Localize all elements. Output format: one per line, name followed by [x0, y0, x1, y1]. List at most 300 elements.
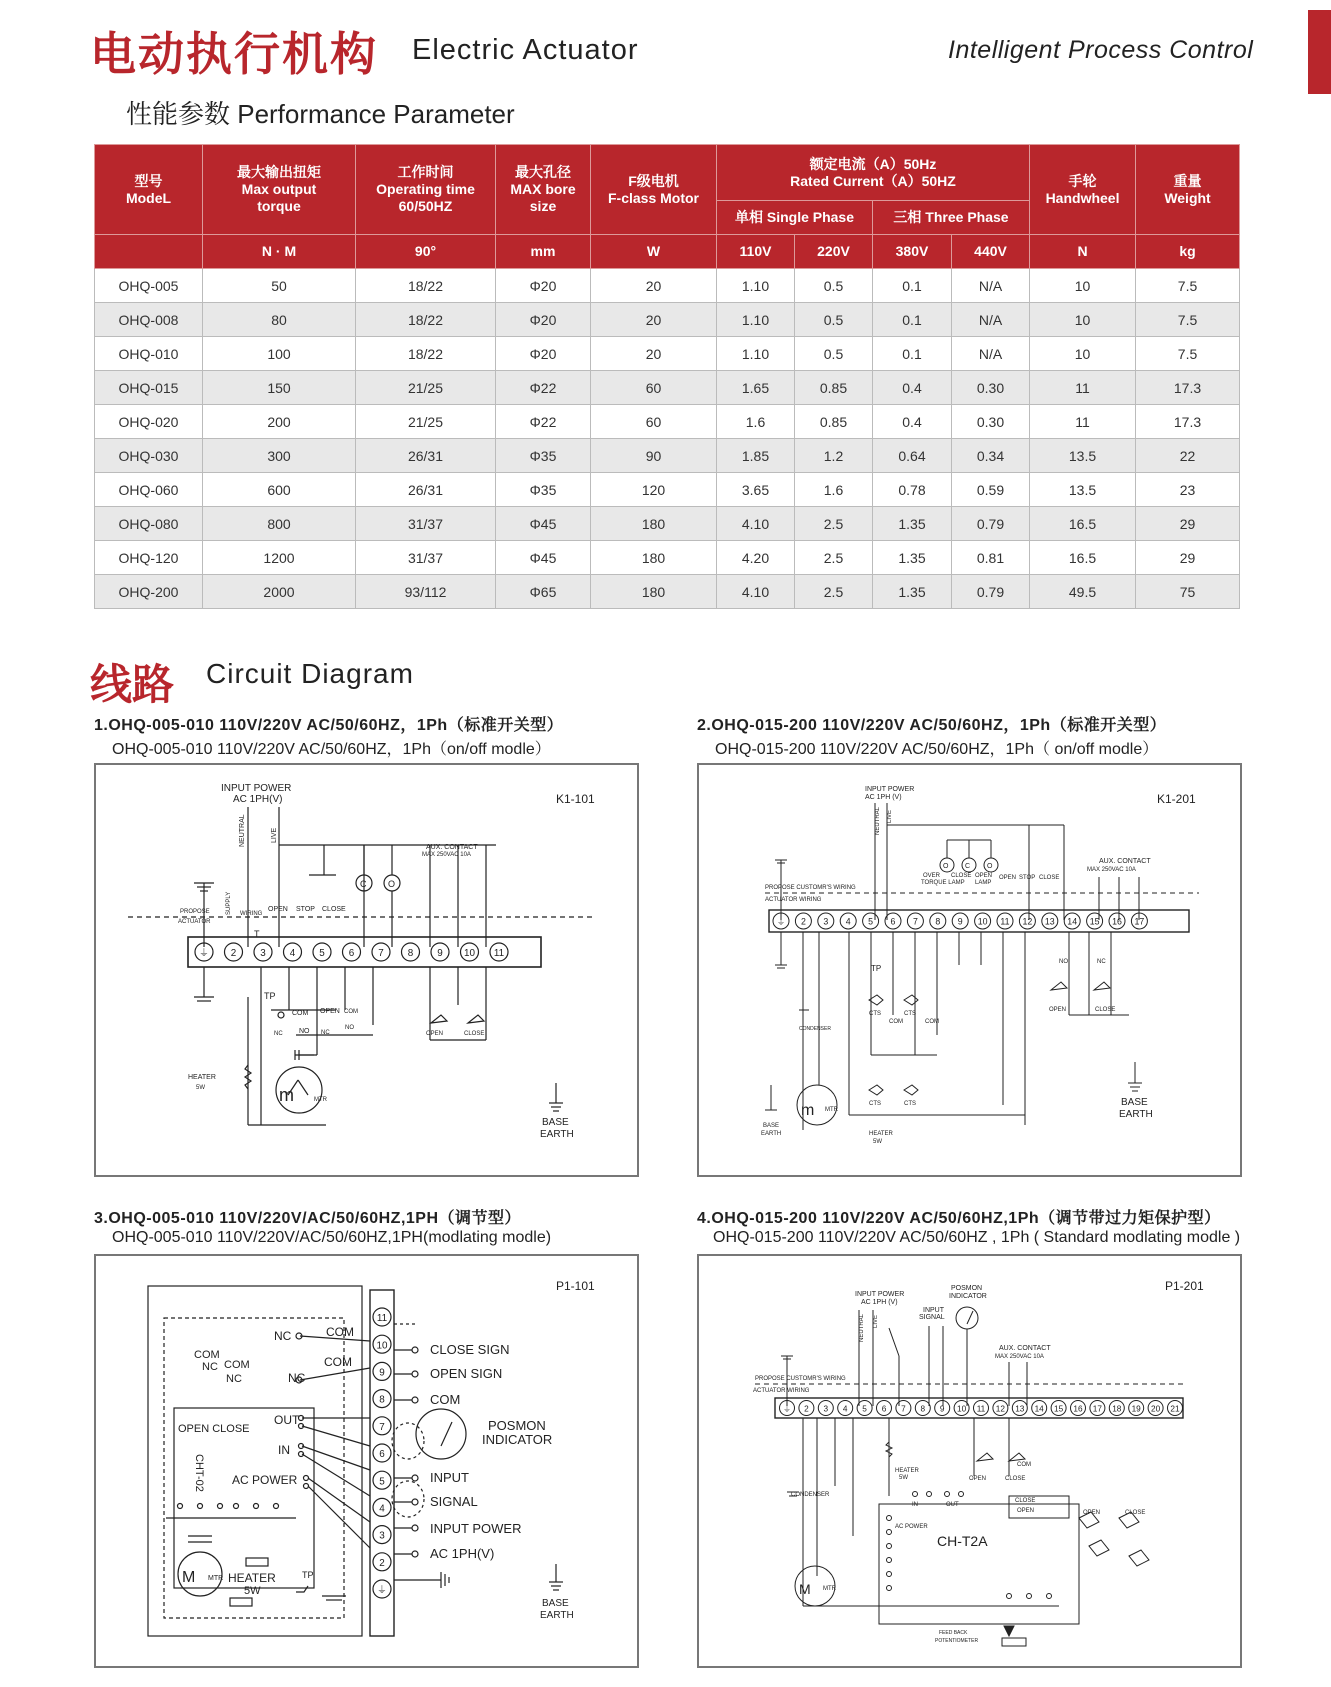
svg-text:5W: 5W	[244, 1585, 261, 1597]
diagram-1-box	[94, 763, 639, 1177]
svg-text:SUPPLY: SUPPLY	[226, 891, 232, 915]
table-cell: 60	[591, 405, 717, 439]
unit-cell: 380V	[873, 235, 952, 269]
svg-text:CLOSE: CLOSE	[322, 906, 346, 913]
terminal-number: 11	[376, 1313, 388, 1325]
svg-text:C: C	[360, 879, 367, 889]
table-cell: 31/37	[356, 541, 496, 575]
terminal-number: 7	[901, 1404, 906, 1414]
diagram-3-box	[94, 1254, 639, 1668]
terminal-number: 13	[1015, 1404, 1025, 1414]
svg-text:CTS: CTS	[869, 1101, 881, 1107]
svg-text:CTS: CTS	[904, 1011, 916, 1017]
svg-text:O: O	[987, 863, 993, 870]
terminal-number: 15	[1089, 916, 1100, 927]
table-cell: 150	[203, 371, 356, 405]
table-cell: Φ35	[496, 439, 591, 473]
terminal-number: 17	[1092, 1404, 1102, 1414]
table-cell: 50	[203, 269, 356, 303]
terminal-number: 5	[862, 1404, 867, 1414]
table-row	[95, 405, 1240, 439]
svg-text:NC: NC	[321, 1030, 330, 1036]
svg-text:OPEN: OPEN	[1083, 1510, 1101, 1516]
svg-text:LIVE: LIVE	[873, 1314, 879, 1328]
diagram-4-caption: 4.OHQ-015-200 110V/220V AC/50/60HZ,1Ph（调节带过力矩保护型）	[697, 1210, 1221, 1227]
terminal-number: 10	[977, 916, 988, 927]
diagram-4-subcaption: OHQ-015-200 110V/220V AC/50/60HZ , 1Ph ( Standard modlating modle )	[713, 1229, 1241, 1246]
svg-text:NC: NC	[202, 1361, 218, 1373]
terminal-number: 3	[260, 948, 266, 960]
svg-text:AC 1PH(V): AC 1PH(V)	[233, 794, 283, 805]
terminal-number: 21	[1170, 1404, 1180, 1414]
table-cell: 23	[1136, 473, 1240, 507]
table-cell: 0.5	[795, 269, 873, 303]
table-cell: 0.85	[795, 405, 873, 439]
diagram-1-subcaption: OHQ-005-010 110V/220V AC/50/60HZ，1Ph（on/off modle）	[112, 741, 551, 758]
unit-cell: N · M	[203, 235, 356, 269]
svg-text:INPUT: INPUT	[430, 1470, 469, 1485]
table-cell: 1.2	[795, 439, 873, 473]
table-cell: 180	[591, 507, 717, 541]
terminal-number: 14	[1034, 1404, 1044, 1414]
table-cell: 100	[203, 337, 356, 371]
svg-text:COM: COM	[292, 1010, 309, 1017]
table-cell: 0.4	[873, 405, 952, 439]
table-cell: 0.30	[952, 371, 1030, 405]
table-cell: 26/31	[356, 439, 496, 473]
svg-text:COM: COM	[224, 1359, 250, 1371]
table-cell: OHQ-060	[95, 473, 203, 507]
table-cell: 7.5	[1136, 269, 1240, 303]
table-cell: 1.35	[873, 575, 952, 609]
terminal-number: 7	[378, 948, 384, 960]
performance-table	[94, 144, 1240, 609]
table-cell: 1.35	[873, 541, 952, 575]
svg-text:HEATER: HEATER	[188, 1074, 216, 1081]
table-cell: Φ20	[496, 269, 591, 303]
table-cell: 0.30	[952, 405, 1030, 439]
table-cell: 11	[1030, 371, 1136, 405]
svg-text:NO: NO	[1059, 959, 1068, 965]
table-row	[95, 541, 1240, 575]
table-cell: 29	[1136, 507, 1240, 541]
terminal-number: 16	[1073, 1404, 1083, 1414]
table-cell: 120	[591, 473, 717, 507]
svg-text:ACTUATOR WIRING: ACTUATOR WIRING	[753, 1388, 810, 1394]
svg-text:5W: 5W	[873, 1139, 882, 1145]
svg-text:CONDENSER: CONDENSER	[791, 1492, 830, 1498]
svg-text:MTR: MTR	[823, 1586, 836, 1592]
unit-cell: kg	[1136, 235, 1240, 269]
svg-text:LAMP: LAMP	[975, 880, 992, 886]
terminal-number: 10	[957, 1404, 967, 1414]
svg-text:COM: COM	[925, 1019, 939, 1025]
table-cell: 18/22	[356, 337, 496, 371]
svg-text:NO: NO	[299, 1028, 310, 1035]
unit-cell: N	[1030, 235, 1136, 269]
svg-text:OVER: OVER	[923, 873, 941, 879]
svg-text:WIRING: WIRING	[240, 911, 263, 917]
terminal-number: 10	[464, 948, 475, 960]
svg-text:PROPOSE CUSTOMR'S WIRING: PROPOSE CUSTOMR'S WIRING	[765, 885, 856, 891]
diagram-3-caption: 3.OHQ-005-010 110V/220V/AC/50/60HZ,1PH（调节型）	[94, 1210, 522, 1227]
svg-text:BASE: BASE	[1121, 1097, 1148, 1108]
svg-text:CLOSE SIGN: CLOSE SIGN	[430, 1342, 510, 1357]
table-cell: 20	[591, 337, 717, 371]
terminal-number: ⏚	[776, 916, 786, 927]
table-cell: 0.81	[952, 541, 1030, 575]
table-cell: 1.6	[717, 405, 795, 439]
th-motor: F级电机 F-class Motor	[591, 145, 717, 235]
terminal-number: 7	[912, 916, 918, 927]
svg-text:EARTH: EARTH	[1119, 1109, 1153, 1120]
unit-cell: W	[591, 235, 717, 269]
svg-text:BASE: BASE	[542, 1117, 569, 1128]
table-cell: Φ65	[496, 575, 591, 609]
svg-text:NO: NO	[345, 1025, 354, 1031]
terminal-number: 6	[348, 948, 355, 960]
table-row	[95, 337, 1240, 371]
section-performance-title: 性能参数 Performance Parameter	[126, 99, 515, 129]
table-cell: 0.85	[795, 371, 873, 405]
terminal-number: 6	[890, 916, 896, 927]
table-cell: OHQ-008	[95, 303, 203, 337]
svg-text:IN: IN	[912, 1502, 918, 1508]
table-cell: 4.10	[717, 575, 795, 609]
svg-text:BASE: BASE	[542, 1598, 569, 1609]
svg-text:MTR: MTR	[314, 1097, 327, 1103]
table-cell: 1.10	[717, 269, 795, 303]
svg-text:TP: TP	[264, 991, 276, 1001]
terminal-number: 7	[379, 1421, 385, 1433]
diagram-1-caption: 1.OHQ-005-010 110V/220V AC/50/60HZ，1Ph（标准开关型）	[94, 717, 564, 734]
svg-text:OPEN: OPEN	[969, 1476, 987, 1482]
table-cell: 0.59	[952, 473, 1030, 507]
table-row	[95, 439, 1240, 473]
svg-text:5W: 5W	[196, 1085, 205, 1091]
svg-text:OPEN: OPEN	[320, 1008, 340, 1015]
table-cell: Φ20	[496, 337, 591, 371]
svg-text:O: O	[943, 863, 949, 870]
table-cell: 22	[1136, 439, 1240, 473]
table-cell: 2.5	[795, 507, 873, 541]
table-cell: 180	[591, 541, 717, 575]
svg-text:MAX 250VAC 10A: MAX 250VAC 10A	[422, 852, 471, 858]
diagram-code: K1-201	[1157, 792, 1196, 806]
svg-text:OPEN SIGN: OPEN SIGN	[430, 1366, 503, 1381]
header-title-en: Electric Actuator	[412, 34, 639, 66]
svg-text:NC: NC	[274, 1329, 292, 1343]
table-row	[95, 507, 1240, 541]
svg-text:OPEN: OPEN	[1017, 1508, 1035, 1514]
svg-text:MTR: MTR	[208, 1575, 224, 1582]
terminal-number: 2	[804, 1404, 809, 1414]
svg-text:NEUTRAL: NEUTRAL	[859, 1313, 865, 1342]
svg-text:CLOSE: CLOSE	[951, 873, 972, 879]
terminal-number: 2	[230, 948, 237, 960]
svg-text:CLOSE: CLOSE	[1015, 1498, 1036, 1504]
svg-text:AC 1PH (V): AC 1PH (V)	[865, 794, 902, 801]
terminal-number: 5	[379, 1476, 385, 1488]
table-row	[95, 303, 1240, 337]
terminal-number: 3	[823, 1404, 829, 1414]
table-cell: 7.5	[1136, 337, 1240, 371]
table-cell: 20	[591, 269, 717, 303]
table-cell: 0.34	[952, 439, 1030, 473]
svg-text:CONDENSER: CONDENSER	[799, 1026, 831, 1032]
svg-text:NC: NC	[226, 1373, 242, 1385]
svg-text:EARTH: EARTH	[540, 1610, 574, 1621]
terminal-number: 11	[976, 1404, 986, 1414]
svg-text:SIGNAL: SIGNAL	[430, 1494, 478, 1509]
unit-row	[95, 235, 1240, 269]
svg-text:OPEN: OPEN	[268, 906, 288, 913]
terminal-number: 20	[1151, 1404, 1161, 1414]
svg-text:FEED BACK: FEED BACK	[939, 1630, 968, 1636]
svg-text:OUT: OUT	[946, 1502, 959, 1508]
diagram-4-box	[697, 1254, 1242, 1668]
table-cell: 26/31	[356, 473, 496, 507]
svg-text:INPUT POWER: INPUT POWER	[855, 1291, 905, 1298]
svg-text:m: m	[279, 1085, 294, 1105]
terminal-number: 6	[379, 1449, 385, 1461]
th-current: 额定电流（A）50Hz Rated Current（A）50HZ	[717, 145, 1030, 201]
terminal-number: 9	[957, 916, 963, 927]
svg-text:TP: TP	[871, 964, 882, 973]
table-cell: 2.5	[795, 575, 873, 609]
table-cell: OHQ-020	[95, 405, 203, 439]
table-cell: 0.78	[873, 473, 952, 507]
table-cell: 0.4	[873, 371, 952, 405]
svg-text:CHT-02: CHT-02	[193, 1454, 205, 1492]
svg-text:CH-T2A: CH-T2A	[937, 1533, 988, 1549]
svg-text:BASE: BASE	[763, 1123, 780, 1129]
table-cell: 13.5	[1030, 473, 1136, 507]
terminal-number: 8	[935, 916, 941, 927]
table-cell: 17.3	[1136, 405, 1240, 439]
svg-text:INDICATOR: INDICATOR	[482, 1432, 553, 1447]
terminal-number: ⏚	[199, 948, 209, 960]
table-cell: 17.3	[1136, 371, 1240, 405]
svg-text:PROPOSE CUSTOMR'S WIRING: PROPOSE CUSTOMR'S WIRING	[755, 1376, 846, 1382]
svg-text:EARTH: EARTH	[761, 1131, 782, 1137]
unit-cell: 220V	[795, 235, 873, 269]
th-model: 型号 ModeL	[95, 145, 203, 235]
table-cell: OHQ-005	[95, 269, 203, 303]
svg-text:HEATER: HEATER	[895, 1468, 919, 1474]
terminal-number: 4	[845, 916, 851, 927]
svg-text:MAX 250VAC 10A: MAX 250VAC 10A	[995, 1354, 1044, 1360]
diagram-code: K1-101	[556, 792, 595, 806]
red-side-tab	[1308, 10, 1331, 94]
svg-text:INPUT POWER: INPUT POWER	[865, 786, 915, 793]
terminal-number: 19	[1131, 1404, 1141, 1414]
terminal-number: 10	[376, 1340, 388, 1352]
th-time: 工作时间 Operating time 60/50HZ	[356, 145, 496, 235]
table-cell: 0.5	[795, 337, 873, 371]
table-cell: 80	[203, 303, 356, 337]
svg-text:AUX. CONTACT: AUX. CONTACT	[999, 1345, 1051, 1352]
table-cell: 2.5	[795, 541, 873, 575]
th-weight: 重量 Weight	[1136, 145, 1240, 235]
svg-text:AC POWER: AC POWER	[895, 1524, 928, 1530]
diagram-4-wiring	[699, 1256, 1240, 1666]
table-cell: 10	[1030, 303, 1136, 337]
terminal-number: 4	[379, 1503, 385, 1515]
terminal-number: 3	[823, 916, 829, 927]
table-cell: OHQ-010	[95, 337, 203, 371]
svg-text:INPUT: INPUT	[923, 1307, 944, 1314]
terminal-number: 6	[881, 1404, 887, 1414]
terminal-number: 4	[842, 1404, 848, 1414]
terminal-number: 15	[1054, 1404, 1064, 1414]
unit-cell: 90°	[356, 235, 496, 269]
svg-text:AC 1PH (V): AC 1PH (V)	[861, 1299, 898, 1306]
svg-text:C: C	[965, 863, 971, 870]
svg-text:HEATER: HEATER	[228, 1571, 276, 1585]
table-cell: OHQ-120	[95, 541, 203, 575]
diagram-2-caption: 2.OHQ-015-200 110V/220V AC/50/60HZ，1Ph（标准开关型）	[697, 717, 1167, 734]
svg-text:ACTUATOR WIRING: ACTUATOR WIRING	[765, 897, 822, 903]
svg-text:NC: NC	[288, 1371, 306, 1385]
circuit-title-cn: 线路	[90, 660, 175, 709]
th-bore: 最大孔径 MAX bore size	[496, 145, 591, 235]
svg-text:CLOSE: CLOSE	[1125, 1510, 1146, 1516]
svg-text:MAX 250VAC 10A: MAX 250VAC 10A	[1087, 867, 1136, 873]
th-single-phase: 单相 Single Phase	[717, 201, 873, 235]
table-cell: 1.10	[717, 337, 795, 371]
table-cell: OHQ-200	[95, 575, 203, 609]
terminal-number: 9	[939, 1404, 945, 1414]
svg-text:COM: COM	[889, 1019, 903, 1025]
unit-cell: 110V	[717, 235, 795, 269]
svg-text:AC 1PH(V): AC 1PH(V)	[430, 1546, 495, 1561]
header-title-cn: 电动执行机构	[90, 27, 378, 81]
svg-text:OUT: OUT	[274, 1413, 300, 1427]
svg-text:INDICATOR: INDICATOR	[949, 1293, 987, 1300]
table-cell: N/A	[952, 337, 1030, 371]
table-cell: Φ22	[496, 405, 591, 439]
svg-text:TP: TP	[302, 1570, 314, 1580]
table-cell: 18/22	[356, 269, 496, 303]
table-cell: 1.35	[873, 507, 952, 541]
terminal-number: 8	[920, 1404, 926, 1414]
table-row	[95, 575, 1240, 609]
svg-text:CLOSE: CLOSE	[1005, 1476, 1026, 1482]
diagram-3-wiring	[96, 1256, 637, 1666]
table-cell: 16.5	[1030, 507, 1136, 541]
svg-text:CTS: CTS	[869, 1011, 881, 1017]
table-cell: 200	[203, 405, 356, 439]
table-cell: 11	[1030, 405, 1136, 439]
svg-text:POSMON: POSMON	[951, 1285, 983, 1292]
svg-text:AUX. CONTACT: AUX. CONTACT	[1099, 858, 1151, 865]
table-cell: 0.1	[873, 337, 952, 371]
svg-text:CTS: CTS	[904, 1101, 916, 1107]
table-cell: Φ45	[496, 507, 591, 541]
svg-text:NEUTRAL: NEUTRAL	[239, 814, 246, 847]
diagram-2-subcaption: OHQ-015-200 110V/220V AC/50/60HZ，1Ph（ on/off modle）	[715, 741, 1159, 758]
table-cell: OHQ-015	[95, 371, 203, 405]
terminal-number: ⏚	[782, 1404, 792, 1414]
svg-text:COM: COM	[1017, 1462, 1031, 1468]
svg-text:CLOSE: CLOSE	[1095, 1007, 1116, 1013]
diagram-3-subcaption: OHQ-005-010 110V/220V/AC/50/60HZ,1PH(modlating modle)	[112, 1229, 552, 1246]
table-cell: 0.1	[873, 303, 952, 337]
table-cell: Φ45	[496, 541, 591, 575]
terminal-number: 5	[868, 916, 874, 927]
svg-text:SIGNAL: SIGNAL	[919, 1314, 945, 1321]
th-three-phase: 三相 Three Phase	[873, 201, 1030, 235]
table-cell: 0.5	[795, 303, 873, 337]
svg-text:OPEN: OPEN	[975, 873, 993, 879]
svg-text:COM: COM	[326, 1325, 354, 1339]
table-cell: 93/112	[356, 575, 496, 609]
table-cell: 20	[591, 303, 717, 337]
table-cell: 18/22	[356, 303, 496, 337]
table-row	[95, 269, 1240, 303]
svg-text:OPEN CLOSE: OPEN CLOSE	[178, 1423, 250, 1435]
terminal-number: 5	[319, 948, 325, 960]
terminal-number: ⏚	[377, 1585, 387, 1597]
svg-text:AC POWER: AC POWER	[232, 1473, 298, 1487]
table-cell: 13.5	[1030, 439, 1136, 473]
table-cell: 0.64	[873, 439, 952, 473]
terminal-number: 8	[407, 948, 414, 960]
table-cell: OHQ-080	[95, 507, 203, 541]
table-cell: 300	[203, 439, 356, 473]
svg-text:POTENTIOMETER: POTENTIOMETER	[935, 1638, 979, 1644]
table-cell: 600	[203, 473, 356, 507]
svg-text:m: m	[801, 1102, 815, 1119]
table-cell: 1.65	[717, 371, 795, 405]
svg-text:OPEN: OPEN	[426, 1031, 444, 1037]
svg-text:NC: NC	[1097, 959, 1106, 965]
header-tagline: Intelligent Process Control	[948, 36, 1254, 64]
table-cell: 10	[1030, 337, 1136, 371]
table-cell: 180	[591, 575, 717, 609]
svg-text:M: M	[799, 1581, 811, 1597]
table-cell: N/A	[952, 269, 1030, 303]
table-cell: 1200	[203, 541, 356, 575]
table-cell: 4.10	[717, 507, 795, 541]
diagram-1-wiring	[96, 765, 637, 1175]
table-cell: 21/25	[356, 371, 496, 405]
terminal-number: 8	[379, 1394, 385, 1406]
table-cell: Φ35	[496, 473, 591, 507]
table-cell: 75	[1136, 575, 1240, 609]
table-cell: OHQ-030	[95, 439, 203, 473]
svg-text:AUX. CONTACT: AUX. CONTACT	[426, 844, 478, 851]
th-torque: 最大输出扭矩 Max output torque	[203, 145, 356, 235]
terminal-number: 11	[1000, 916, 1010, 927]
terminal-number: 14	[1067, 916, 1078, 927]
table-row	[95, 473, 1240, 507]
svg-text:T: T	[254, 929, 260, 939]
diagram-2-wiring	[699, 765, 1240, 1175]
svg-text:CLOSE: CLOSE	[1039, 875, 1060, 881]
svg-text:O: O	[388, 879, 396, 889]
terminal-number: 2	[379, 1557, 385, 1569]
unit-cell: 440V	[952, 235, 1030, 269]
terminal-number: 16	[1112, 916, 1122, 927]
table-cell: 800	[203, 507, 356, 541]
svg-text:NEUTRAL: NEUTRAL	[875, 806, 881, 835]
svg-text:INPUT POWER: INPUT POWER	[221, 783, 292, 794]
svg-text:COM: COM	[194, 1349, 220, 1361]
terminal-number: 17	[1134, 916, 1145, 927]
svg-text:EARTH: EARTH	[540, 1129, 574, 1140]
